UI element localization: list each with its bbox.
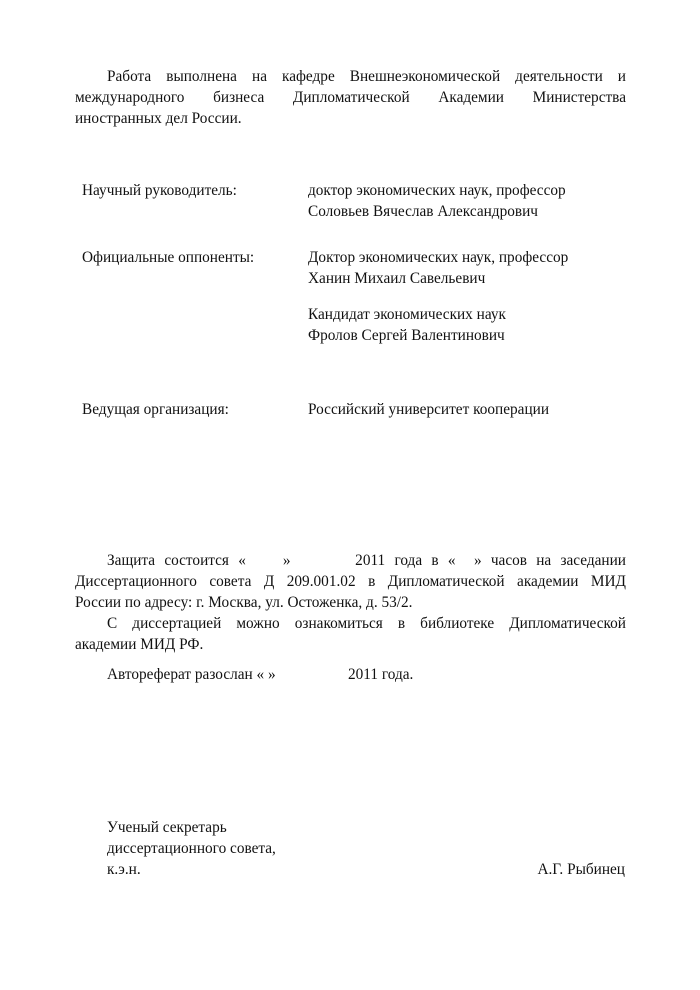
intro-line-2: международного бизнеса Дипломатической Академии Министерства: [75, 89, 626, 106]
signature-title-2: диссертационного совета,: [107, 840, 276, 857]
leading-org-name: Российский университет кооперации: [308, 401, 550, 418]
signature-name: А.Г. Рыбинец: [537, 861, 625, 878]
defense-line-2: Диссертационного совета Д 209.001.02 в Дипломатической академии МИД: [75, 573, 626, 590]
intro-line-1: Работа выполнена на кафедре Внешнеэкономической деятельности и: [107, 68, 626, 85]
leading-org-label: Ведущая организация:: [82, 401, 229, 418]
sent-year: 2011 года.: [348, 666, 414, 683]
supervisor-name: Соловьев Вячеслав Александрович: [308, 203, 538, 220]
supervisor-degree: доктор экономических наук, профессор: [308, 182, 566, 199]
opponent-2-name: Фролов Сергей Валентинович: [308, 327, 505, 344]
defense-line-3: России по адресу: г. Москва, ул. Остоженка, д. 53/2.: [75, 594, 413, 611]
defense-line-5: академии МИД РФ.: [75, 636, 204, 653]
defense-paragraph: [75, 550, 626, 655]
defense-line-4: С диссертацией можно ознакомиться в библиотеке Дипломатической: [107, 615, 626, 632]
intro-line-3: иностранных дел России.: [75, 110, 242, 127]
supervisor-label: Научный руководитель:: [82, 182, 237, 199]
opponent-1-degree: Доктор экономических наук, профессор: [308, 249, 569, 266]
opponents-label: Официальные оппоненты:: [82, 249, 255, 266]
opponent-2-degree: Кандидат экономических наук: [308, 306, 506, 323]
signature-title-1: Ученый секретарь: [107, 819, 227, 836]
opponent-1-name: Ханин Михаил Савельевич: [308, 270, 486, 287]
intro-paragraph: [75, 66, 626, 129]
signature-title-3: к.э.н.: [107, 861, 141, 878]
sent-text: Автореферат разослан « »: [107, 666, 276, 683]
defense-line-1: Защита состоится « » 2011 года в « » часов на заседании: [107, 552, 626, 569]
